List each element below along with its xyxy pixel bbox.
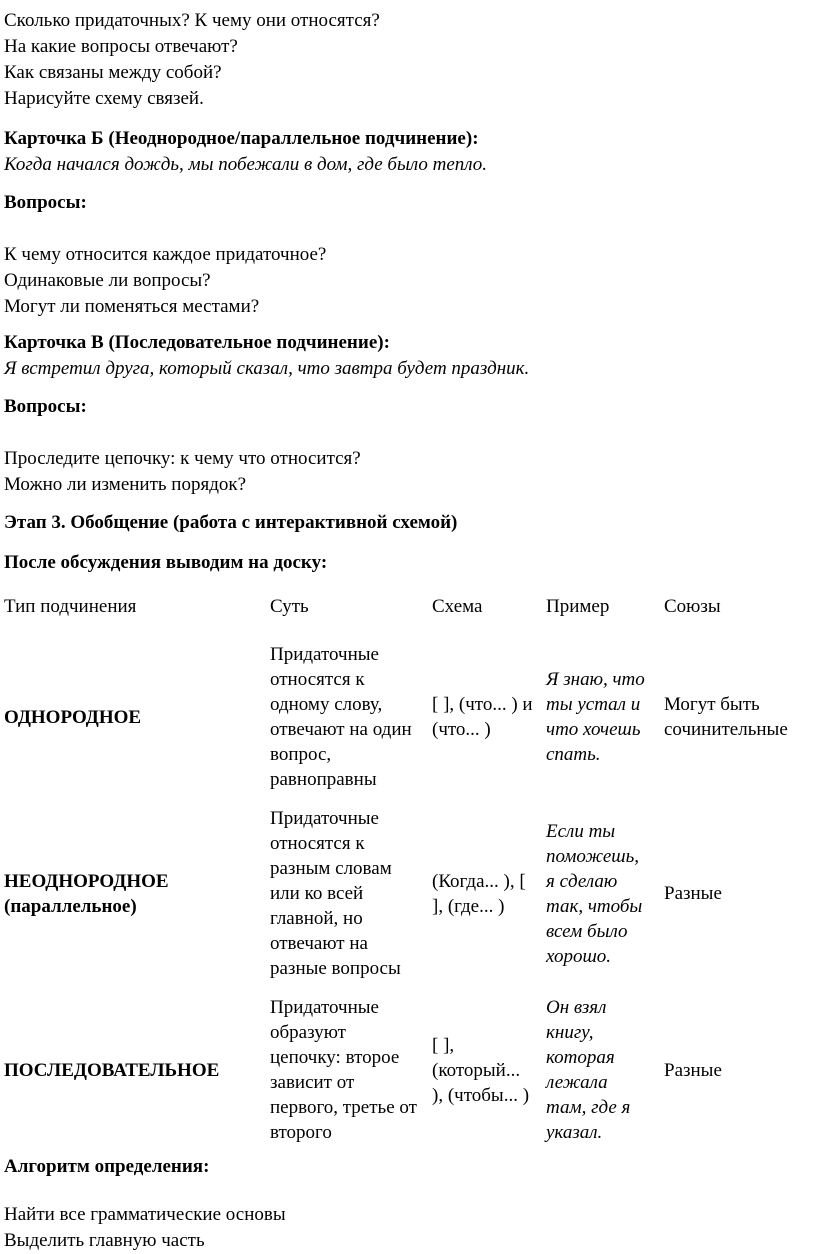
schema-cell: (Когда... ), [ ], (где... ) bbox=[432, 870, 526, 917]
column-header-example: Пример bbox=[546, 596, 610, 617]
schema-cell: [ ], (что... ) и (что... ) bbox=[432, 694, 533, 740]
card-b-question-line: Могут ли поменяться местами? bbox=[4, 296, 260, 317]
board-intro-heading: После обсуждения выводим на доску: bbox=[4, 552, 328, 573]
intro-question-line: Нарисуйте схему связей. bbox=[4, 88, 204, 109]
card-v-sentence: Я встретил друга, который сказал, что завтра будет праздник. bbox=[4, 358, 530, 379]
column-header-conjunctions: Союзы bbox=[664, 596, 721, 617]
intro-question-line: Сколько придаточных? К чему они относятся? bbox=[4, 10, 380, 31]
algorithm-heading: Алгоритм определения: bbox=[4, 1156, 210, 1177]
conjunctions-cell: Разные bbox=[664, 1059, 722, 1081]
subordination-types-table bbox=[4, 594, 816, 1152]
conjunctions-cell: Могут быть сочинительные bbox=[664, 694, 788, 740]
schema-cell: [ ], (который... ), (чтобы... ) bbox=[432, 1034, 530, 1106]
table-row bbox=[4, 799, 816, 988]
card-v-questions bbox=[4, 446, 808, 498]
card-b-question-line: К чему относится каждое придаточное? bbox=[4, 244, 327, 265]
essence-cell: Придаточные относятся к разным словам или ко всей главной, но отвечают на разные вопросы bbox=[270, 808, 401, 979]
conjunctions-cell: Разные bbox=[664, 883, 722, 904]
card-v-question-line: Проследите цепочку: к чему что относится? bbox=[4, 448, 361, 469]
card-v-questions-label: Вопросы: bbox=[4, 396, 87, 417]
intro-question-line: На какие вопросы отвечают? bbox=[4, 36, 238, 57]
algorithm-step-line: Найти все грамматические основы bbox=[4, 1204, 286, 1225]
type-cell: НЕОДНОРОДНОЕ (параллельное) bbox=[4, 870, 169, 917]
algorithm-step-line: Выделить главную часть bbox=[4, 1230, 205, 1251]
column-header-type: Тип подчинения bbox=[4, 596, 137, 617]
table-header-row bbox=[4, 594, 816, 635]
stage3-heading: Этап 3. Обобщение (работа с интерактивной схемой) bbox=[4, 512, 458, 533]
essence-cell: Придаточные относятся к одному слову, отвечают на один вопрос, равноправны bbox=[270, 644, 412, 790]
card-b-sentence: Когда начался дождь, мы побежали в дом, где было тепло. bbox=[4, 154, 488, 175]
intro-questions bbox=[4, 8, 808, 112]
card-b-questions-label: Вопросы: bbox=[4, 192, 87, 213]
card-b-title: Карточка Б (Неоднородное/параллельное подчинение): bbox=[4, 128, 479, 149]
example-cell: Если ты поможешь, я сделаю так, чтобы всем было хорошо. bbox=[546, 820, 643, 967]
table-row bbox=[4, 635, 816, 799]
card-v-title: Карточка В (Последовательное подчинение): bbox=[4, 332, 390, 353]
example-cell: Я знаю, что ты устал и что хочешь спать. bbox=[546, 669, 645, 765]
column-header-essence: Суть bbox=[270, 596, 309, 617]
card-b-questions bbox=[4, 242, 808, 320]
example-cell: Он взял книгу, которая лежала там, где я указал. bbox=[546, 997, 631, 1143]
type-cell: ПОСЛЕДОВАТЕЛЬНОЕ bbox=[4, 1059, 220, 1081]
table-row bbox=[4, 988, 816, 1152]
intro-question-line: Как связаны между собой? bbox=[4, 62, 222, 83]
essence-cell: Придаточные образуют цепочку: второе зависит от первого, третье от второго bbox=[270, 997, 417, 1143]
card-b-question-line: Одинаковые ли вопросы? bbox=[4, 270, 211, 291]
algorithm-steps bbox=[4, 1202, 808, 1254]
column-header-schema: Схема bbox=[432, 596, 483, 617]
type-cell: ОДНОРОДНОЕ bbox=[4, 706, 142, 728]
card-v-question-line: Можно ли изменить порядок? bbox=[4, 474, 247, 495]
